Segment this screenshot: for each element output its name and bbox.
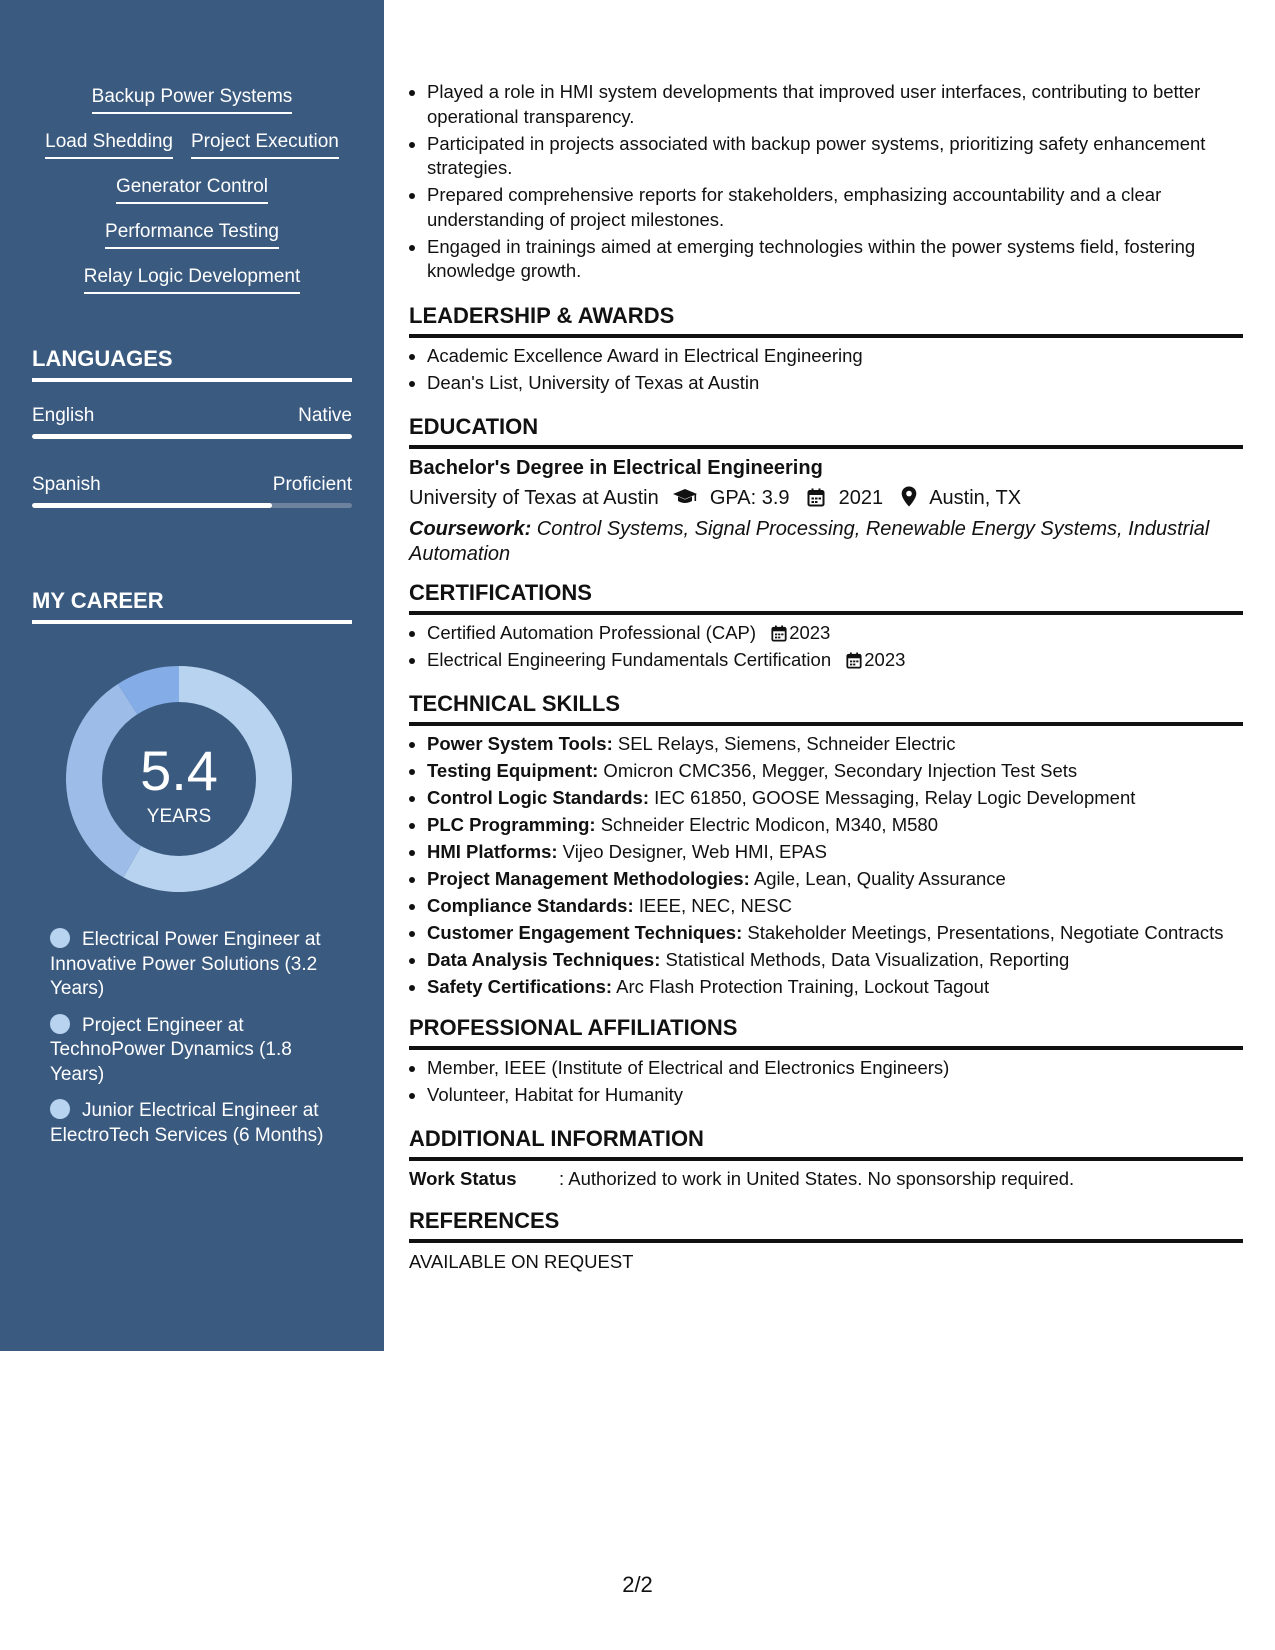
technical-skills-list bbox=[409, 732, 1243, 1002]
leadership-item: • Dean's List, University of Texas at Austin bbox=[427, 371, 1243, 396]
skill-tag: Backup Power Systems bbox=[92, 86, 293, 114]
graduation-year: 2021 bbox=[838, 487, 884, 509]
skill-tag: Generator Control bbox=[116, 176, 268, 204]
career-unit: YEARS bbox=[146, 806, 212, 827]
technical-skill-item bbox=[427, 921, 1243, 946]
skill-label: Customer Engagement Techniques: bbox=[427, 922, 743, 943]
skill-tag: Relay Logic Development bbox=[84, 266, 301, 294]
education-location: Austin, TX bbox=[929, 487, 1022, 509]
affiliation-item: • Volunteer, Habitat for Humanity bbox=[427, 1083, 1243, 1108]
skill-value: Schneider Electric Modicon, M340, M580 bbox=[595, 814, 938, 835]
career-item bbox=[50, 1014, 340, 1088]
certification-item bbox=[427, 621, 1243, 646]
technical-skill-item bbox=[427, 840, 1243, 865]
career-list bbox=[50, 928, 340, 1160]
skill-value: IEEE, NEC, NESC bbox=[633, 895, 792, 916]
language-bar-fill bbox=[32, 503, 272, 508]
calendar-icon bbox=[771, 625, 787, 642]
calendar-icon bbox=[807, 488, 825, 507]
skill-label: Testing Equipment: bbox=[427, 760, 599, 781]
certification-name: Electrical Engineering Fundamentals Certification bbox=[427, 649, 832, 670]
page-number: 2/2 bbox=[622, 1572, 653, 1597]
experience-bullet: • Participated in projects associated with backup power systems, prioritizing safety enhancement strategies. bbox=[427, 132, 1243, 181]
education-meta bbox=[409, 483, 1243, 513]
technical-skill-item bbox=[427, 867, 1243, 892]
technical-skill-item bbox=[427, 732, 1243, 757]
skill-label: Control Logic Standards: bbox=[427, 787, 649, 808]
skill-label: Project Management Methodologies: bbox=[427, 868, 750, 889]
school: University of Texas at Austin bbox=[409, 487, 659, 509]
career-title: MY CAREER bbox=[32, 588, 352, 624]
sidebar bbox=[0, 0, 384, 1351]
language-row bbox=[32, 405, 352, 427]
certifications-list bbox=[409, 621, 1243, 675]
languages-title: LANGUAGES bbox=[32, 346, 352, 382]
career-donut-chart bbox=[66, 666, 292, 892]
technical-skill-item bbox=[427, 948, 1243, 973]
affiliations-list bbox=[409, 1056, 1243, 1110]
skill-tag: Performance Testing bbox=[105, 221, 279, 249]
additional-info-title: ADDITIONAL INFORMATION bbox=[409, 1126, 1243, 1161]
career-item-label: Electrical Power Engineer at Innovative Power Solutions (3.2 Years) bbox=[50, 929, 321, 999]
technical-skill-item bbox=[427, 894, 1243, 919]
affiliation-item: • Member, IEEE (Institute of Electrical and Electronics Engineers) bbox=[427, 1056, 1243, 1081]
career-item bbox=[50, 928, 340, 1002]
career-item bbox=[50, 1099, 340, 1148]
career-dot-icon bbox=[50, 928, 70, 948]
skill-value: Stakeholder Meetings, Presentations, Negotiate Contracts bbox=[742, 922, 1224, 943]
degree: Bachelor's Degree in Electrical Engineering bbox=[409, 457, 823, 479]
leadership-item: • Academic Excellence Award in Electrical Engineering bbox=[427, 344, 1243, 369]
language-row bbox=[32, 474, 352, 496]
experience-bullets bbox=[409, 80, 1243, 286]
education-block bbox=[409, 455, 1243, 566]
skill-value: Omicron CMC356, Megger, Secondary Injection Test Sets bbox=[598, 760, 1078, 781]
technical-skill-item bbox=[427, 759, 1243, 784]
language-name: Spanish bbox=[32, 474, 101, 495]
skill-value: Arc Flash Protection Training, Lockout Tagout bbox=[612, 976, 990, 997]
experience-bullet: • Prepared comprehensive reports for stakeholders, emphasizing accountability and a clear understanding of project milestones. bbox=[427, 183, 1243, 232]
work-status-value: : Authorized to work in United States. No sponsorship required. bbox=[559, 1168, 1075, 1189]
calendar-icon bbox=[846, 652, 862, 669]
technical-skill-item bbox=[427, 786, 1243, 811]
technical-skill-item bbox=[427, 813, 1243, 838]
leadership-title: LEADERSHIP & AWARDS bbox=[409, 303, 1243, 338]
technical-skills-title: TECHNICAL SKILLS bbox=[409, 691, 1243, 726]
skill-label: HMI Platforms: bbox=[427, 841, 558, 862]
affiliations-title: PROFESSIONAL AFFILIATIONS bbox=[409, 1015, 1243, 1050]
language-bar bbox=[32, 503, 352, 508]
experience-bullet: • Engaged in trainings aimed at emerging technologies within the power systems field, fostering knowledge growth. bbox=[427, 235, 1243, 284]
references-title: REFERENCES bbox=[409, 1208, 1243, 1243]
certification-year: 2023 bbox=[789, 622, 831, 643]
certification-item bbox=[427, 648, 1243, 673]
language-level: Native bbox=[298, 405, 352, 426]
skill-value: Agile, Lean, Quality Assurance bbox=[749, 868, 1006, 889]
career-dot-icon bbox=[50, 1099, 70, 1119]
location-pin-icon bbox=[901, 486, 917, 507]
language-level: Proficient bbox=[272, 474, 352, 495]
skill-value: Vijeo Designer, Web HMI, EPAS bbox=[557, 841, 827, 862]
references-text: AVAILABLE ON REQUEST bbox=[409, 1251, 634, 1272]
certification-year: 2023 bbox=[864, 649, 906, 670]
certification-name: Certified Automation Professional (CAP) bbox=[427, 622, 757, 643]
skill-tag: Load Shedding bbox=[45, 131, 173, 159]
coursework-list: Control Systems, Signal Processing, Renewable Energy Systems, Industrial Automation bbox=[409, 518, 1210, 565]
skill-label: Power System Tools: bbox=[427, 733, 613, 754]
language-name: English bbox=[32, 405, 95, 426]
skill-label: Safety Certifications: bbox=[427, 976, 613, 997]
skill-label: PLC Programming: bbox=[427, 814, 596, 835]
graduation-cap-icon bbox=[672, 487, 698, 507]
skill-label: Compliance Standards: bbox=[427, 895, 634, 916]
career-dot-icon bbox=[50, 1014, 70, 1034]
skill-value: IEC 61850, GOOSE Messaging, Relay Logic Development bbox=[649, 787, 1136, 808]
career-total: 5.4 bbox=[140, 739, 218, 802]
coursework bbox=[409, 517, 1243, 566]
certifications-title: CERTIFICATIONS bbox=[409, 580, 1243, 615]
technical-skill-item bbox=[427, 975, 1243, 1000]
skill-label: Data Analysis Techniques: bbox=[427, 949, 661, 970]
work-status-label: Work Status bbox=[409, 1168, 517, 1189]
language-bar bbox=[32, 434, 352, 439]
work-status-row bbox=[409, 1167, 1243, 1192]
career-item-label: Junior Electrical Engineer at ElectroTech Services (6 Months) bbox=[50, 1100, 324, 1146]
language-bar-fill bbox=[32, 434, 352, 439]
leadership-list bbox=[409, 344, 1243, 398]
career-item-label: Project Engineer at TechnoPower Dynamics (1.8 Years) bbox=[50, 1014, 292, 1085]
skill-value: Statistical Methods, Data Visualization, Reporting bbox=[660, 949, 1070, 970]
skill-value: SEL Relays, Siemens, Schneider Electric bbox=[612, 733, 956, 754]
education-title: EDUCATION bbox=[409, 414, 1243, 449]
gpa: GPA: 3.9 bbox=[709, 487, 790, 509]
skill-tags bbox=[0, 86, 384, 311]
coursework-label: Coursework: bbox=[409, 518, 532, 540]
experience-bullet: • Played a role in HMI system developments that improved user interfaces, contributing to better operational transparency. bbox=[427, 80, 1243, 129]
skill-tag: Project Execution bbox=[191, 131, 339, 159]
